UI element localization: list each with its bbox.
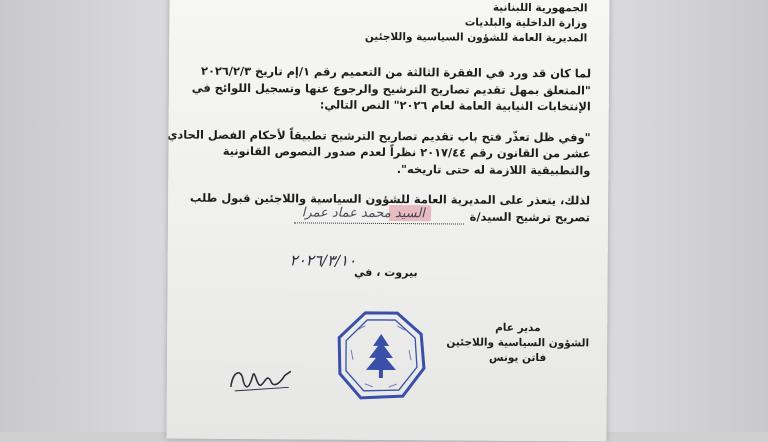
handwritten-candidate-name: السيد محمد عماد عمرا <box>301 205 425 222</box>
place-label: بيروت ، في <box>354 265 418 280</box>
paragraph-3-line-1: لذلك، يتعذر على المديرية العامة للشؤون السياسية واللاجئين قبول طلب <box>189 190 591 208</box>
signatory-department: الشؤون السياسية واللاجئين <box>446 336 590 350</box>
signature-icon <box>227 361 297 397</box>
document-page <box>166 0 609 442</box>
letterhead-republic: الجمهورية اللبنانية <box>492 1 588 15</box>
letterhead-directorate: المديرية العامة للشؤون السياسية واللاجئين <box>364 30 588 45</box>
paragraph-3-line-2 <box>186 206 590 225</box>
letter-body <box>166 63 592 235</box>
paragraph-2-line-3: والتطبيقية اللازمة له حتى تاريخه". <box>396 161 591 177</box>
candidate-name-field <box>294 205 464 224</box>
letterhead-ministry: وزارة الداخلية والبلديات <box>464 16 588 30</box>
paragraph-2 <box>166 126 591 178</box>
candidate-label: تصريح ترشيح السيد/ة <box>469 209 591 224</box>
signatory-title: مدير عام <box>495 321 541 335</box>
handwritten-date: ٢٠٢٦/٣/١٠ <box>289 251 357 270</box>
official-seal-icon <box>335 310 428 403</box>
signatory-name: فاتن يونس <box>489 351 547 365</box>
letterhead <box>365 0 588 46</box>
signature-block <box>446 320 589 366</box>
paragraph-1-line-2: "المتعلق بمهل تقديم تصاريح الترشيح والرجوع عنها وتسجيل اللوائح في <box>191 80 591 97</box>
paragraph-2-line-2: عشر من القانون رقم ٢٠١٧/٤٤ نظراً لعدم صدور النصوص القانونية <box>222 143 591 161</box>
paragraph-1-line-1: لما كان قد ورد في الفقرة الثالثة من التعميم رقم ١/إم تاريخ ٢٠٢٦/٢/٣ <box>200 63 592 81</box>
paragraph-1-line-3: الإنتخابات النيابية العامة لعام ٢٠٢٦" النص التالي: <box>319 97 591 114</box>
paragraph-1 <box>187 63 591 115</box>
paragraph-2-line-1: "وفي ظل تعذّر فتح باب تقديم تصاريح الترشيح تطبيقاً لأحكام الفصل الحادي <box>166 126 591 144</box>
paragraph-3 <box>186 190 590 226</box>
